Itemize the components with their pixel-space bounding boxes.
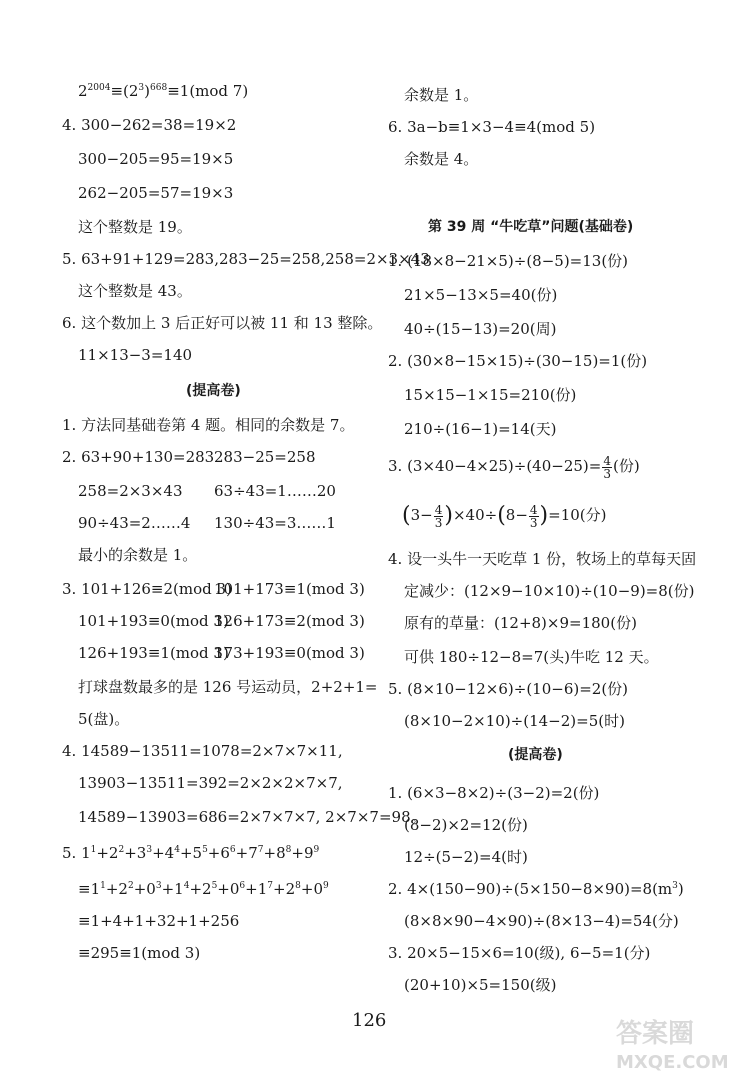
watermark-text: MXQE.COM xyxy=(616,1052,729,1073)
answer-line: 1. (18×8−21×5)÷(8−5)=13(份) xyxy=(388,252,629,270)
answer-line: 130÷43=3……1 xyxy=(214,514,336,532)
answer-line: 2. (30×8−15×15)÷(30−15)=1(份) xyxy=(388,352,648,370)
fraction-line: 3. (3×40−4×25)÷(40−25)= $\frac{4}{3}$ (份) xyxy=(388,453,640,481)
answer-line: 定减少：(12×9−10×10)÷(10−9)=8(份) xyxy=(404,582,695,600)
answer-line: 11×13−3=140 xyxy=(78,346,193,364)
fraction: $\frac{4}{3}$ xyxy=(434,502,443,530)
answer-line: ≡295≡1(mod 3) xyxy=(78,944,201,962)
answer-line: 打球盘数最多的是 126 号运动员，2+2+1= xyxy=(78,678,378,696)
answer-line: 6. 这个数加上 3 后正好可以被 11 和 13 整除。 xyxy=(62,314,383,332)
answer-line: 可供 180÷12−8=7(头)牛吃 12 天。 xyxy=(404,648,659,666)
answer-line: 101+173≡1(mod 3) xyxy=(214,580,365,598)
answer-line: 40÷(15−13)=20(周) xyxy=(404,320,557,338)
answer-line: 90÷43=2……4 xyxy=(78,514,191,532)
answer-line: 4. 300−262=38=19×2 xyxy=(62,116,237,134)
answer-line: (20+10)×5=150(级) xyxy=(404,976,557,994)
answer-line: 210÷(16−1)=14(天) xyxy=(404,420,557,438)
answer-line: 173+193≡0(mod 3) xyxy=(214,644,365,662)
watermark-text: 答案圈 xyxy=(616,1019,695,1049)
watermark-logo xyxy=(612,1012,742,1074)
equation-line: 2. $4\times(150-90)\div(5\times 150-8\times 90)=8(m^3)$ xyxy=(388,880,684,898)
answer-line: (8×8×90−4×90)÷(8×13−4)=54(分) xyxy=(404,912,679,930)
answer-line: 3. 101+126≡2(mod 3) xyxy=(62,580,232,598)
answer-line: 63÷43=1……20 xyxy=(214,482,336,500)
answer-line: 13903−13511=392=2×2×2×7×7, xyxy=(78,774,343,792)
answer-line: 这个整数是 19。 xyxy=(78,218,192,236)
answer-line: 101+193≡0(mod 3) xyxy=(78,612,229,630)
answer-line: 126+193≡1(mod 3) xyxy=(78,644,229,662)
equation-line: $2^{2004}\equiv(2^3)^{668}\equiv 1(mod$ 7) xyxy=(78,82,249,100)
answer-line: (8×10−2×10)÷(14−2)=5(时) xyxy=(404,712,625,730)
answer-line: 5(盘)。 xyxy=(78,710,130,728)
equation-line: $\equiv 1^1+2^2+0^3+1^4+2^5+0^6+1^7+2^8+0^9$ xyxy=(78,880,329,898)
section-heading: 第 39 周 “牛吃草”问题(基础卷) xyxy=(428,219,634,235)
fraction-line: (3− $\frac{4}{3}$ )×40÷(8− $\frac{4}{3}$ )=10(分) xyxy=(402,502,607,530)
section-heading: (提高卷) xyxy=(186,383,241,399)
answer-line: 126+173≡2(mod 3) xyxy=(214,612,365,630)
answer-line: 3. 20×5−15×6=10(级), 6−5=1(分) xyxy=(388,944,651,962)
answer-line: 6. 3a−b≡1×3−4≡4(mod 5) xyxy=(388,118,596,136)
answer-line: 258=2×3×43 xyxy=(78,482,183,500)
answer-line: 最小的余数是 1。 xyxy=(78,546,198,564)
fraction: $\frac{4}{3}$ xyxy=(529,502,538,530)
answer-line: 余数是 1。 xyxy=(404,86,479,104)
section-heading: (提高卷) xyxy=(508,747,563,763)
answer-line: 283−25=258 xyxy=(214,448,316,466)
answer-line: 14589−13903=686=2×7×7×7, 2×7×7=98。 xyxy=(78,808,426,826)
answer-line: 1. (6×3−8×2)÷(3−2)=2(份) xyxy=(388,784,600,802)
answer-line: 5. (8×10−12×6)÷(10−6)=2(份) xyxy=(388,680,629,698)
answer-line: ≡1+4+1+32+1+256 xyxy=(78,912,240,930)
answer-line: 余数是 4。 xyxy=(404,150,479,168)
fraction: $\frac{4}{3}$ xyxy=(603,453,611,481)
page-number: 126 xyxy=(352,1010,387,1031)
answer-line: 262−205=57=19×3 xyxy=(78,184,234,202)
equation-line: 5. $1^1+2^2+3^3+4^4+5^5+6^6+7^7+8^8+9^9$ xyxy=(62,844,320,862)
answer-line: 2. 63+90+130=283 xyxy=(62,448,215,466)
answer-line: 12÷(5−2)=4(时) xyxy=(404,848,528,866)
answer-line: 15×15−1×15=210(份) xyxy=(404,386,577,404)
answer-line: 4. 设一头牛一天吃草 1 份，牧场上的草每天固 xyxy=(388,550,697,568)
answer-line: (8−2)×2=12(份) xyxy=(404,816,528,834)
answer-line: 这个整数是 43。 xyxy=(78,282,192,300)
answer-line: 21×5−13×5=40(份) xyxy=(404,286,558,304)
answer-line: 原有的草量：(12+8)×9=180(份) xyxy=(404,614,637,632)
answer-line: 300−205=95=19×5 xyxy=(78,150,234,168)
answer-line: 1. 方法同基础卷第 4 题。相同的余数是 7。 xyxy=(62,416,355,434)
answer-line: 4. 14589−13511=1078=2×7×7×11, xyxy=(62,742,343,760)
answer-line: 5. 63+91+129=283,283−25=258,258=2×3×43 xyxy=(62,250,430,268)
